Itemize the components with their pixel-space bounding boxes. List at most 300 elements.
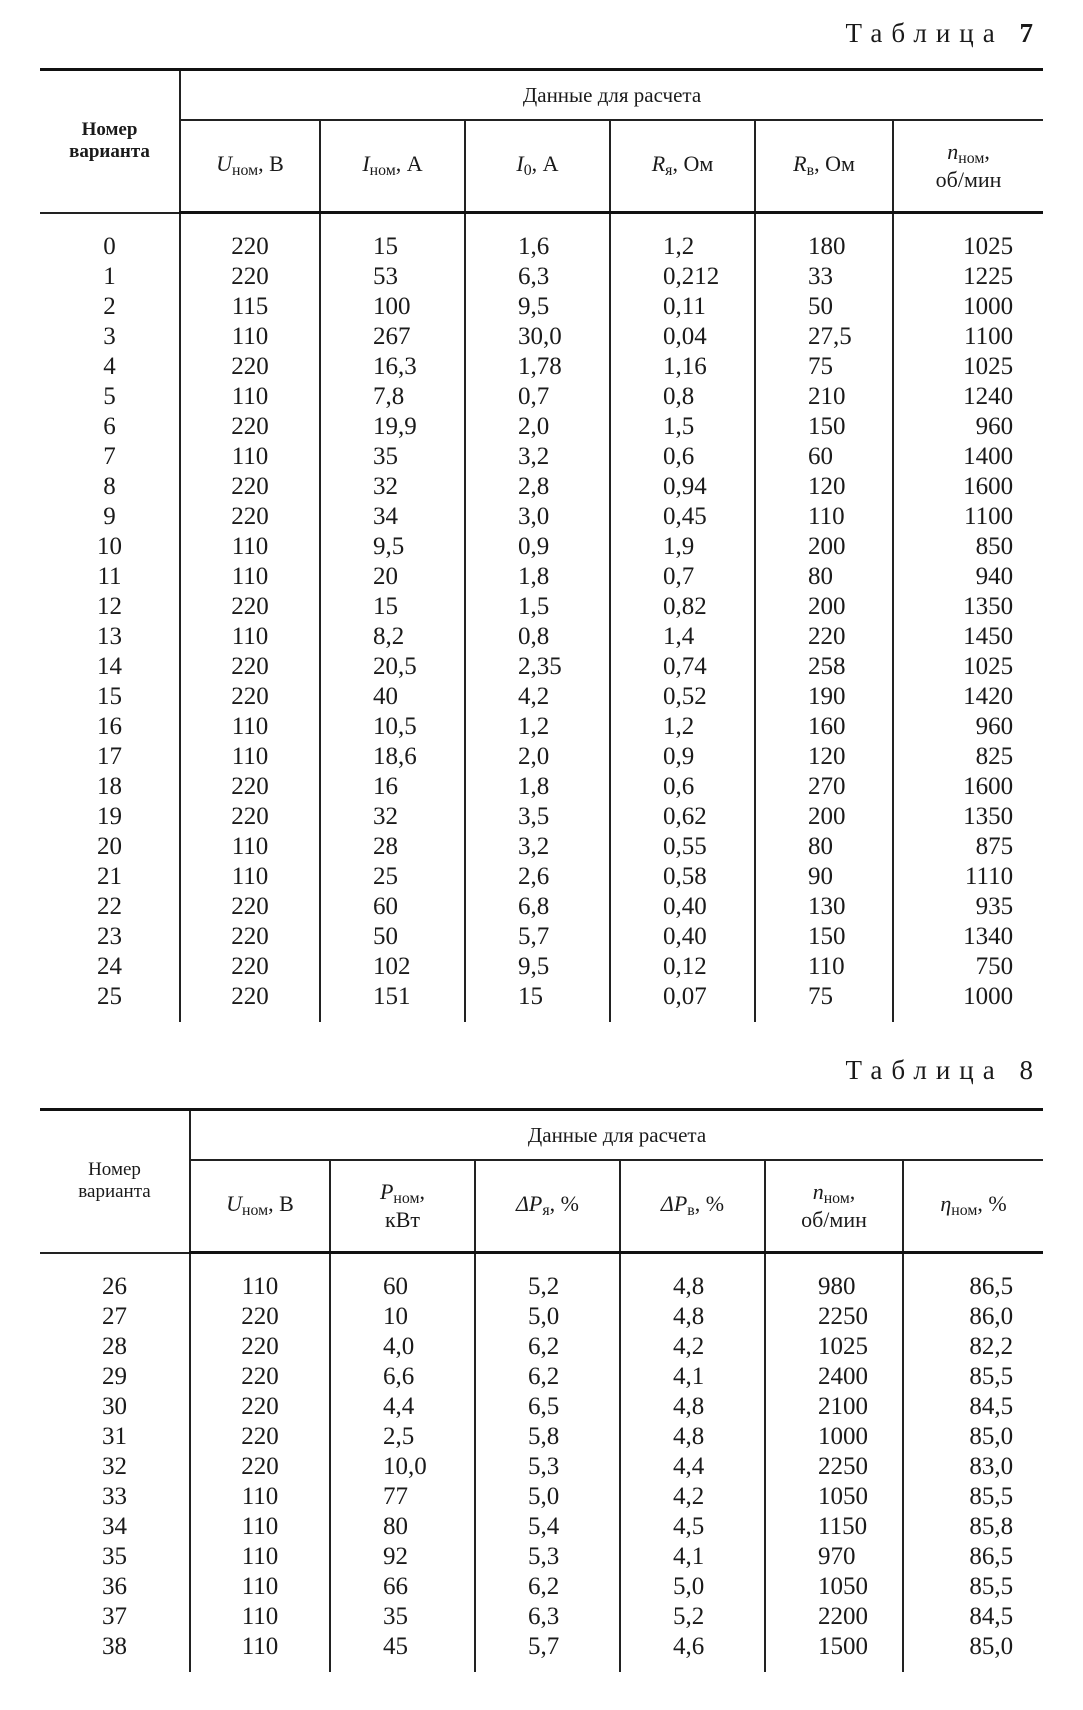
variant-number-cell: 14 xyxy=(97,653,122,680)
table8-header-subscript: я xyxy=(542,1202,550,1220)
table-row xyxy=(40,922,1043,952)
value-cell-delta-p-v: 4,1 xyxy=(620,1362,765,1392)
value-cell-delta-p-v: 4,8 xyxy=(620,1392,765,1422)
value-cell-delta-p-v: 4,8 xyxy=(620,1272,765,1302)
value-cell-u-nom: 220 xyxy=(180,352,320,382)
value-cell-r-v: 75 xyxy=(755,352,893,382)
value-cell-n-nom: 980 xyxy=(765,1272,903,1302)
table8-header-subscript: ном xyxy=(242,1202,269,1220)
value-cell-eta-nom: 82,2 xyxy=(903,1332,1043,1362)
value-cell-n-nom: 1500 xyxy=(765,1632,903,1662)
value-cell-delta-p-ya: 6,2 xyxy=(475,1332,620,1362)
value-cell-delta-p-ya: 5,3 xyxy=(475,1452,620,1482)
value-cell-r-v: 110 xyxy=(755,502,893,532)
variant-number-cell: 2 xyxy=(103,293,116,320)
value-cell-i-nom: 9,5 xyxy=(320,532,465,562)
value-cell-i-0: 1,8 xyxy=(465,772,610,802)
value-cell-delta-p-ya: 6,2 xyxy=(475,1572,620,1602)
table8-header-unit: , % xyxy=(694,1191,725,1217)
value-cell-eta-nom: 85,5 xyxy=(903,1572,1043,1602)
table-row xyxy=(40,532,1043,562)
value-cell-i-0: 2,6 xyxy=(465,862,610,892)
value-cell-u-nom: 220 xyxy=(190,1422,330,1452)
table7-header-symbol: I xyxy=(362,151,370,177)
value-cell-n-nom: 1340 xyxy=(893,922,1043,952)
value-cell-r-ya: 0,6 xyxy=(610,442,755,472)
value-cell-r-v: 80 xyxy=(755,562,893,592)
table-row xyxy=(40,1392,1043,1422)
value-cell-n-nom: 1600 xyxy=(893,772,1043,802)
value-cell-u-nom: 110 xyxy=(180,382,320,412)
value-cell-i-nom: 100 xyxy=(320,292,465,322)
table7-header-symbol: U xyxy=(216,151,233,177)
variant-number-cell: 16 xyxy=(97,713,122,740)
value-cell-r-ya: 0,82 xyxy=(610,592,755,622)
value-cell-u-nom: 220 xyxy=(190,1302,330,1332)
table8-header-n-nom xyxy=(765,1160,903,1253)
value-cell-u-nom: 110 xyxy=(190,1602,330,1632)
value-cell-r-v: 120 xyxy=(755,742,893,772)
table-row xyxy=(40,292,1043,322)
value-cell-r-ya: 1,4 xyxy=(610,622,755,652)
table8-body xyxy=(40,1253,1043,1673)
value-cell-r-ya: 0,9 xyxy=(610,742,755,772)
table7-header-i-0 xyxy=(465,120,610,213)
value-cell-n-nom: 940 xyxy=(893,562,1043,592)
value-cell-r-ya: 0,11 xyxy=(610,292,755,322)
value-cell-u-nom: 220 xyxy=(180,502,320,532)
value-cell-u-nom: 220 xyxy=(180,592,320,622)
value-cell-delta-p-ya: 5,3 xyxy=(475,1542,620,1572)
value-cell-r-v: 130 xyxy=(755,892,893,922)
value-cell-u-nom: 220 xyxy=(180,922,320,952)
value-cell-u-nom: 220 xyxy=(180,412,320,442)
value-cell-r-v: 210 xyxy=(755,382,893,412)
value-cell-i-0: 6,3 xyxy=(465,262,610,292)
value-cell-eta-nom: 84,5 xyxy=(903,1602,1043,1632)
value-cell-n-nom: 1025 xyxy=(893,232,1043,262)
table-row xyxy=(40,562,1043,592)
value-cell-p-nom: 35 xyxy=(330,1602,475,1632)
table7-header-subscript: в xyxy=(806,162,815,180)
value-cell-r-ya: 0,52 xyxy=(610,682,755,712)
table-row xyxy=(40,622,1043,652)
variant-number-cell: 9 xyxy=(103,503,116,530)
table8-header-unit-line2: кВт xyxy=(385,1206,420,1232)
value-cell-r-ya: 0,8 xyxy=(610,382,755,412)
value-cell-n-nom: 1050 xyxy=(765,1572,903,1602)
value-cell-p-nom: 66 xyxy=(330,1572,475,1602)
value-cell-n-nom: 1000 xyxy=(765,1422,903,1452)
table8-header-u-nom xyxy=(190,1160,330,1253)
value-cell-i-nom: 19,9 xyxy=(320,412,465,442)
value-cell-eta-nom: 86,0 xyxy=(903,1302,1043,1332)
value-cell-r-v: 90 xyxy=(755,862,893,892)
value-cell-i-0: 9,5 xyxy=(465,292,610,322)
variant-number-cell: 25 xyxy=(97,983,122,1010)
value-cell-delta-p-v: 4,8 xyxy=(620,1422,765,1452)
value-cell-u-nom: 110 xyxy=(180,532,320,562)
value-cell-i-0: 30,0 xyxy=(465,322,610,352)
variant-number-cell: 32 xyxy=(102,1453,127,1480)
table-row xyxy=(40,1332,1043,1362)
value-cell-u-nom: 110 xyxy=(190,1512,330,1542)
table7-header-n-nom xyxy=(893,120,1043,213)
value-cell-r-ya: 0,55 xyxy=(610,832,755,862)
variant-number-cell: 22 xyxy=(97,893,122,920)
table-row xyxy=(40,952,1043,982)
value-cell-r-ya: 0,12 xyxy=(610,952,755,982)
value-cell-n-nom: 2200 xyxy=(765,1602,903,1632)
value-cell-n-nom: 1025 xyxy=(765,1332,903,1362)
table-row xyxy=(40,1362,1043,1392)
value-cell-u-nom: 110 xyxy=(180,442,320,472)
table8-header-unit: , xyxy=(849,1179,856,1205)
variant-number-cell: 24 xyxy=(97,953,122,980)
value-cell-r-ya: 1,9 xyxy=(610,532,755,562)
value-cell-u-nom: 115 xyxy=(180,292,320,322)
table-row xyxy=(40,352,1043,382)
value-cell-n-nom: 875 xyxy=(893,832,1043,862)
table-row xyxy=(40,412,1043,442)
table8-header-unit-line2: об/мин xyxy=(801,1206,867,1232)
value-cell-n-nom: 1600 xyxy=(893,472,1043,502)
value-cell-i-nom: 34 xyxy=(320,502,465,532)
table7-group-header-row xyxy=(40,70,1043,121)
table7-header-subscript: 0 xyxy=(523,162,532,180)
table8-header-symbol: ΔP xyxy=(516,1191,543,1217)
value-cell-r-ya: 0,40 xyxy=(610,892,755,922)
value-cell-i-nom: 20 xyxy=(320,562,465,592)
table8-header-symbol: P xyxy=(379,1179,394,1205)
value-cell-n-nom: 1225 xyxy=(893,262,1043,292)
value-cell-n-nom: 825 xyxy=(893,742,1043,772)
value-cell-i-nom: 28 xyxy=(320,832,465,862)
value-cell-delta-p-ya: 5,8 xyxy=(475,1422,620,1452)
table8-caption-word: Таблица xyxy=(845,1055,1004,1085)
value-cell-r-ya: 0,212 xyxy=(610,262,755,292)
value-cell-i-nom: 15 xyxy=(320,232,465,262)
table8-header-subscript: ном xyxy=(823,1190,850,1208)
value-cell-u-nom: 220 xyxy=(180,232,320,262)
value-cell-delta-p-v: 5,2 xyxy=(620,1602,765,1632)
value-cell-delta-p-v: 4,6 xyxy=(620,1632,765,1662)
variant-number-cell: 18 xyxy=(97,773,122,800)
variant-number-cell: 0 xyxy=(103,233,116,260)
value-cell-n-nom: 1350 xyxy=(893,592,1043,622)
value-cell-i-0: 2,8 xyxy=(465,472,610,502)
value-cell-p-nom: 4,4 xyxy=(330,1392,475,1422)
value-cell-i-0: 15 xyxy=(465,982,610,1012)
value-cell-delta-p-v: 4,8 xyxy=(620,1302,765,1332)
value-cell-i-0: 0,8 xyxy=(465,622,610,652)
table-row xyxy=(40,1602,1043,1632)
value-cell-r-v: 50 xyxy=(755,292,893,322)
value-cell-p-nom: 60 xyxy=(330,1272,475,1302)
table8-variant-header xyxy=(40,1110,190,1253)
table-row xyxy=(40,1632,1043,1662)
value-cell-eta-nom: 84,5 xyxy=(903,1392,1043,1422)
value-cell-n-nom: 2250 xyxy=(765,1452,903,1482)
table7-header-subscript: ном xyxy=(232,162,259,180)
value-cell-i-nom: 267 xyxy=(320,322,465,352)
table7-group-header: Данные для расчета xyxy=(180,70,1043,121)
value-cell-delta-p-v: 4,1 xyxy=(620,1542,765,1572)
value-cell-delta-p-ya: 5,7 xyxy=(475,1632,620,1662)
table-row xyxy=(40,802,1043,832)
table7-column-header-row xyxy=(40,120,1043,213)
value-cell-i-nom: 32 xyxy=(320,802,465,832)
table7-variant-header-line1: Номер xyxy=(81,119,138,141)
table7-header-unit: , xyxy=(984,139,990,165)
table7-header-symbol: n xyxy=(947,139,959,165)
table7-caption-word: Таблица xyxy=(845,18,1004,48)
table-row xyxy=(40,322,1043,352)
variant-number-cell: 12 xyxy=(97,593,122,620)
value-cell-u-nom: 220 xyxy=(180,262,320,292)
table7-header-unit-line2: об/мин xyxy=(935,166,1002,192)
value-cell-r-v: 200 xyxy=(755,532,893,562)
value-cell-n-nom: 1050 xyxy=(765,1482,903,1512)
variant-number-cell: 8 xyxy=(103,473,116,500)
value-cell-eta-nom: 83,0 xyxy=(903,1452,1043,1482)
value-cell-delta-p-ya: 6,3 xyxy=(475,1602,620,1632)
variant-number-cell: 23 xyxy=(97,923,122,950)
variant-number-cell: 1 xyxy=(103,263,116,290)
table8-variant-header-line1: Номер xyxy=(88,1159,141,1181)
table7-header-unit: , А xyxy=(531,151,559,177)
value-cell-n-nom: 960 xyxy=(893,412,1043,442)
value-cell-i-0: 4,2 xyxy=(465,682,610,712)
table7-header-i-nom xyxy=(320,120,465,213)
value-cell-u-nom: 220 xyxy=(180,802,320,832)
value-cell-delta-p-v: 4,5 xyxy=(620,1512,765,1542)
value-cell-u-nom: 110 xyxy=(180,322,320,352)
value-cell-p-nom: 45 xyxy=(330,1632,475,1662)
variant-number-cell: 11 xyxy=(97,563,122,590)
value-cell-r-v: 200 xyxy=(755,802,893,832)
value-cell-u-nom: 110 xyxy=(190,1632,330,1662)
table7-header-r-ya xyxy=(610,120,755,213)
variant-number-cell: 30 xyxy=(102,1393,127,1420)
value-cell-i-0: 5,7 xyxy=(465,922,610,952)
table8-group-header-row xyxy=(40,1110,1043,1161)
variant-number-cell: 19 xyxy=(97,803,122,830)
value-cell-u-nom: 220 xyxy=(190,1332,330,1362)
table-row xyxy=(40,1422,1043,1452)
table-row xyxy=(40,1482,1043,1512)
variant-number-cell: 29 xyxy=(102,1363,127,1390)
table-row xyxy=(40,262,1043,292)
variant-number-cell: 33 xyxy=(102,1483,127,1510)
value-cell-i-0: 2,0 xyxy=(465,742,610,772)
value-cell-r-v: 120 xyxy=(755,472,893,502)
variant-number-cell: 36 xyxy=(102,1573,127,1600)
variant-number-cell: 35 xyxy=(102,1543,127,1570)
value-cell-u-nom: 220 xyxy=(190,1452,330,1482)
table-row xyxy=(40,772,1043,802)
value-cell-r-ya: 0,62 xyxy=(610,802,755,832)
value-cell-i-nom: 40 xyxy=(320,682,465,712)
value-cell-r-ya: 0,6 xyxy=(610,772,755,802)
value-cell-i-nom: 53 xyxy=(320,262,465,292)
value-cell-p-nom: 10 xyxy=(330,1302,475,1332)
variant-number-cell: 37 xyxy=(102,1603,127,1630)
value-cell-r-ya: 1,16 xyxy=(610,352,755,382)
value-cell-p-nom: 10,0 xyxy=(330,1452,475,1482)
table7-variant-header xyxy=(40,70,180,213)
value-cell-r-ya: 1,2 xyxy=(610,232,755,262)
table-row xyxy=(40,982,1043,1012)
value-cell-i-nom: 16 xyxy=(320,772,465,802)
value-cell-r-v: 270 xyxy=(755,772,893,802)
value-cell-p-nom: 80 xyxy=(330,1512,475,1542)
value-cell-u-nom: 110 xyxy=(190,1572,330,1602)
value-cell-i-0: 1,78 xyxy=(465,352,610,382)
table7-caption-number: 7 xyxy=(1019,18,1033,48)
value-cell-i-nom: 60 xyxy=(320,892,465,922)
table-row xyxy=(40,442,1043,472)
variant-number-cell: 38 xyxy=(102,1633,127,1660)
table8-header-subscript: ном xyxy=(393,1190,420,1208)
variant-number-cell: 5 xyxy=(103,383,116,410)
value-cell-n-nom: 1100 xyxy=(893,502,1043,532)
value-cell-u-nom: 110 xyxy=(180,562,320,592)
value-cell-r-ya: 0,58 xyxy=(610,862,755,892)
value-cell-n-nom: 850 xyxy=(893,532,1043,562)
value-cell-i-nom: 16,3 xyxy=(320,352,465,382)
value-cell-eta-nom: 85,0 xyxy=(903,1422,1043,1452)
value-cell-i-nom: 35 xyxy=(320,442,465,472)
value-cell-i-0: 3,2 xyxy=(465,442,610,472)
table-row xyxy=(40,592,1043,622)
value-cell-u-nom: 220 xyxy=(180,652,320,682)
value-cell-n-nom: 1025 xyxy=(893,652,1043,682)
table-row xyxy=(40,1452,1043,1482)
value-cell-i-0: 2,35 xyxy=(465,652,610,682)
variant-number-cell: 20 xyxy=(97,833,122,860)
table8-header-p-nom xyxy=(330,1160,475,1253)
value-cell-u-nom: 220 xyxy=(190,1362,330,1392)
value-cell-i-0: 3,2 xyxy=(465,832,610,862)
value-cell-i-nom: 50 xyxy=(320,922,465,952)
value-cell-n-nom: 1000 xyxy=(893,292,1043,322)
value-cell-i-0: 0,7 xyxy=(465,382,610,412)
variant-number-cell: 27 xyxy=(102,1303,127,1330)
table7-header-r-v xyxy=(755,120,893,213)
table-row xyxy=(40,1272,1043,1302)
value-cell-delta-p-v: 4,2 xyxy=(620,1482,765,1512)
variant-number-cell: 7 xyxy=(103,443,116,470)
value-cell-n-nom: 2400 xyxy=(765,1362,903,1392)
table-row xyxy=(40,682,1043,712)
value-cell-n-nom: 750 xyxy=(893,952,1043,982)
value-cell-r-v: 80 xyxy=(755,832,893,862)
value-cell-eta-nom: 85,5 xyxy=(903,1362,1043,1392)
table-row xyxy=(40,1512,1043,1542)
table8-header-unit: , В xyxy=(268,1191,294,1217)
value-cell-u-nom: 110 xyxy=(180,832,320,862)
value-cell-r-v: 110 xyxy=(755,952,893,982)
value-cell-r-v: 200 xyxy=(755,592,893,622)
value-cell-i-0: 9,5 xyxy=(465,952,610,982)
value-cell-r-ya: 1,5 xyxy=(610,412,755,442)
variant-number-cell: 13 xyxy=(97,623,122,650)
value-cell-i-0: 0,9 xyxy=(465,532,610,562)
table7-variant-header-line2: варианта xyxy=(69,141,150,163)
value-cell-i-0: 3,5 xyxy=(465,802,610,832)
value-cell-r-ya: 0,07 xyxy=(610,982,755,1012)
table-row xyxy=(40,1572,1043,1602)
value-cell-n-nom: 1240 xyxy=(893,382,1043,412)
table8-group-header: Данные для расчета xyxy=(190,1110,1043,1161)
value-cell-u-nom: 110 xyxy=(180,742,320,772)
value-cell-eta-nom: 86,5 xyxy=(903,1272,1043,1302)
table8-header-symbol: U xyxy=(226,1191,243,1217)
value-cell-i-nom: 32 xyxy=(320,472,465,502)
value-cell-u-nom: 220 xyxy=(190,1392,330,1422)
table-row xyxy=(40,1542,1043,1572)
value-cell-eta-nom: 85,0 xyxy=(903,1632,1043,1662)
value-cell-n-nom: 970 xyxy=(765,1542,903,1572)
value-cell-u-nom: 110 xyxy=(190,1272,330,1302)
table-row xyxy=(40,472,1043,502)
table-row xyxy=(40,1302,1043,1332)
value-cell-i-nom: 151 xyxy=(320,982,465,1012)
value-cell-u-nom: 110 xyxy=(180,862,320,892)
value-cell-eta-nom: 86,5 xyxy=(903,1542,1043,1572)
table-row xyxy=(40,382,1043,412)
table7-header-unit: , В xyxy=(258,151,284,177)
value-cell-u-nom: 220 xyxy=(180,982,320,1012)
value-cell-n-nom: 1420 xyxy=(893,682,1043,712)
table8-header-symbol: η xyxy=(940,1191,952,1217)
value-cell-n-nom: 1400 xyxy=(893,442,1043,472)
value-cell-u-nom: 220 xyxy=(180,892,320,922)
value-cell-p-nom: 4,0 xyxy=(330,1332,475,1362)
value-cell-u-nom: 220 xyxy=(180,772,320,802)
value-cell-eta-nom: 85,8 xyxy=(903,1512,1043,1542)
value-cell-p-nom: 6,6 xyxy=(330,1362,475,1392)
value-cell-r-ya: 1,2 xyxy=(610,712,755,742)
value-cell-r-v: 60 xyxy=(755,442,893,472)
value-cell-i-0: 1,2 xyxy=(465,712,610,742)
table7-header-unit: , Ом xyxy=(672,151,714,177)
variant-number-cell: 31 xyxy=(102,1423,127,1450)
variant-number-cell: 26 xyxy=(102,1273,127,1300)
value-cell-r-v: 75 xyxy=(755,982,893,1012)
table7-header-subscript: ном xyxy=(958,150,985,168)
table7 xyxy=(40,68,1043,1022)
value-cell-u-nom: 220 xyxy=(180,952,320,982)
value-cell-u-nom: 110 xyxy=(190,1482,330,1512)
value-cell-n-nom: 1450 xyxy=(893,622,1043,652)
table-row xyxy=(40,862,1043,892)
value-cell-i-nom: 20,5 xyxy=(320,652,465,682)
value-cell-i-nom: 25 xyxy=(320,862,465,892)
value-cell-delta-p-ya: 6,5 xyxy=(475,1392,620,1422)
table7-header-unit: , А xyxy=(395,151,423,177)
table8-variant-header-line2: варианта xyxy=(78,1181,151,1203)
table-row xyxy=(40,712,1043,742)
value-cell-r-v: 258 xyxy=(755,652,893,682)
value-cell-u-nom: 220 xyxy=(180,472,320,502)
value-cell-n-nom: 1150 xyxy=(765,1512,903,1542)
table-row xyxy=(40,742,1043,772)
value-cell-delta-p-ya: 5,4 xyxy=(475,1512,620,1542)
value-cell-r-ya: 0,94 xyxy=(610,472,755,502)
variant-number-cell: 17 xyxy=(97,743,122,770)
